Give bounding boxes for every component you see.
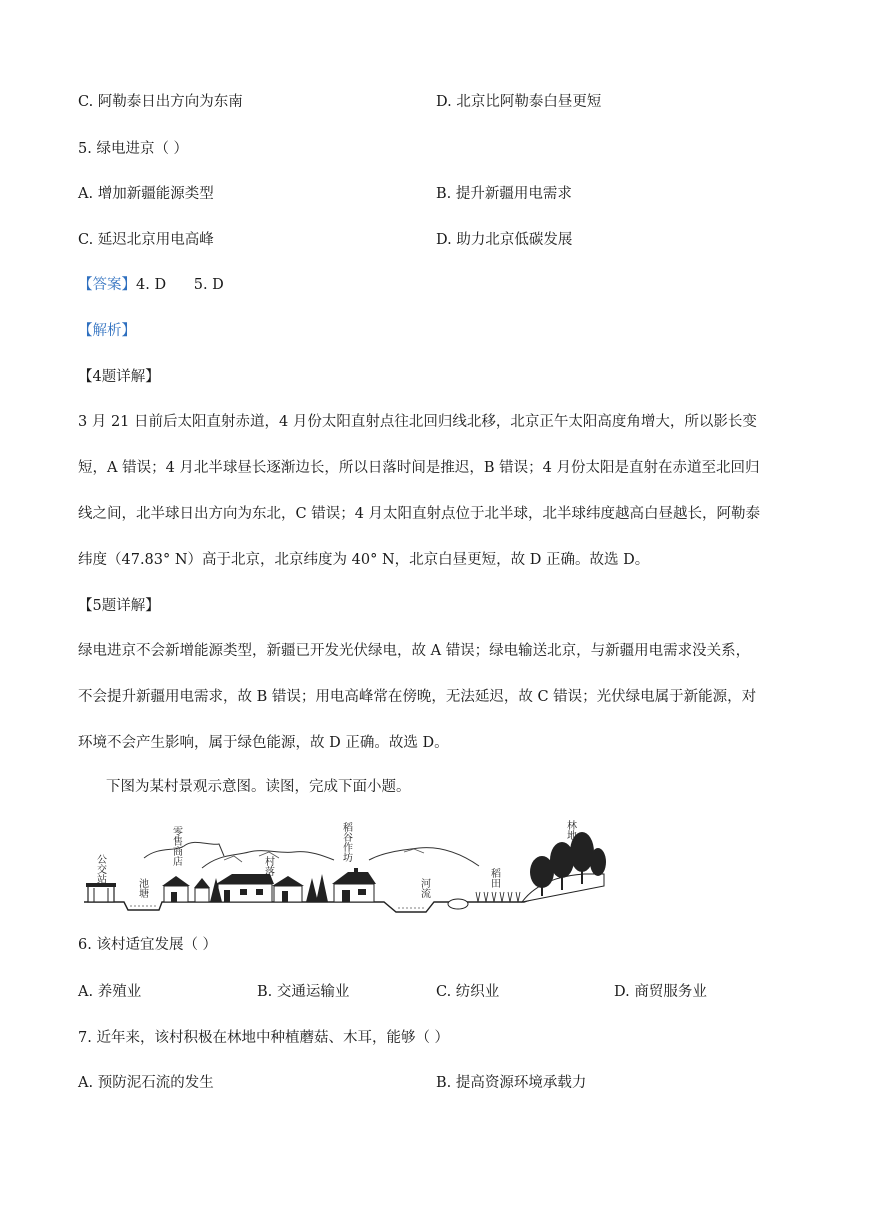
analysis-tag: 【解析】 (78, 323, 136, 339)
river-rock (448, 899, 468, 909)
q4-detail-line: 3 月 21 日前后太阳直射赤道，4 月份太阳直射点往北回归线北移，北京正午太阳高度角增大，所以影长变 (78, 414, 757, 430)
bus-station-shelter (86, 883, 116, 902)
q4-option-c: C. 阿勒泰日出方向为东南 (78, 94, 243, 110)
q6-option-b: B. 交通运输业 (257, 984, 350, 1000)
label-bus-station: 公交站 (94, 854, 106, 884)
q4-detail-title: 【4题详解】 (78, 369, 160, 385)
q6-stem: 6. 该村适宜发展（ ） (78, 937, 218, 953)
answer-line (78, 275, 224, 295)
q5-option-a: A. 增加新疆能源类型 (78, 186, 214, 202)
q6-option-d: D. 商贸服务业 (614, 984, 707, 1000)
label-river: 河流 (418, 878, 430, 898)
label-workshop: 稻谷作坊 (340, 822, 352, 862)
q4-detail-line: 短，A 错误；4 月北半球昼长逐渐边长，所以日落时间是推迟，B 错误；4 月份太阳是直射在赤道至北回归 (78, 460, 760, 476)
q5-detail-line: 不会提升新疆用电需求，故 B 错误；用电高峰常在傍晚，无法延迟，故 C 错误；光伏绿电属于新能源，对 (78, 689, 757, 705)
q5-detail-line: 环境不会产生影响，属于绿色能源，故 D 正确。故选 D。 (78, 735, 449, 751)
q6-option-a: A. 养殖业 (78, 984, 142, 1000)
shop-building (162, 876, 190, 902)
q4-detail-line: 线之间，北半球日出方向为东北，C 错误；4 月太阳直射点位于北半球，北半球纬度越高白昼越长，阿勒泰 (78, 506, 761, 522)
q5-stem: 5. 绿电进京（ ） (78, 141, 189, 157)
q4-detail-line: 纬度（47.83° N）高于北京，北京纬度为 40° N，北京白昼更短，故 D 正确。故选 D。 (78, 552, 650, 568)
q5-option-d: D. 助力北京低碳发展 (436, 232, 573, 248)
mountain-range-right (369, 848, 479, 866)
paddy-field-plants (476, 892, 520, 902)
mountain-range-left (144, 842, 224, 858)
label-shop: 零售商店 (170, 826, 182, 866)
q5-option-b: B. 提升新疆用电需求 (436, 186, 572, 202)
rice-workshop-building (332, 868, 376, 902)
q7-option-a: A. 预防泥石流的发生 (78, 1075, 214, 1091)
label-paddy: 稻田 (488, 868, 500, 888)
answer-text: 4. D 5. D (136, 277, 224, 293)
label-forest: 林地 (564, 820, 576, 840)
forest-hill (522, 832, 606, 902)
q5-detail-title: 【5题详解】 (78, 598, 160, 614)
label-pond: 池塘 (136, 878, 148, 898)
q5-option-c: C. 延迟北京用电高峰 (78, 232, 214, 248)
figure-intro: 下图为某村景观示意图。读图，完成下面小题。 (106, 779, 411, 795)
q5-detail-line: 绿电进京不会新增能源类型，新疆已开发光伏绿电，故 A 错误；绿电输送北京，与新疆用电需求没关系， (78, 643, 751, 659)
q4-option-d: D. 北京比阿勒泰白昼更短 (436, 94, 602, 110)
answer-tag: 【答案】 (78, 277, 136, 293)
label-village: 村落 (262, 856, 274, 876)
village-landscape-figure (84, 816, 614, 916)
village-houses (194, 874, 304, 902)
q7-stem: 7. 近年来，该村积极在林地中种植蘑菇、木耳，能够（ ） (78, 1030, 450, 1046)
q7-option-b: B. 提高资源环境承载力 (436, 1075, 587, 1091)
q6-option-c: C. 纺织业 (436, 984, 500, 1000)
